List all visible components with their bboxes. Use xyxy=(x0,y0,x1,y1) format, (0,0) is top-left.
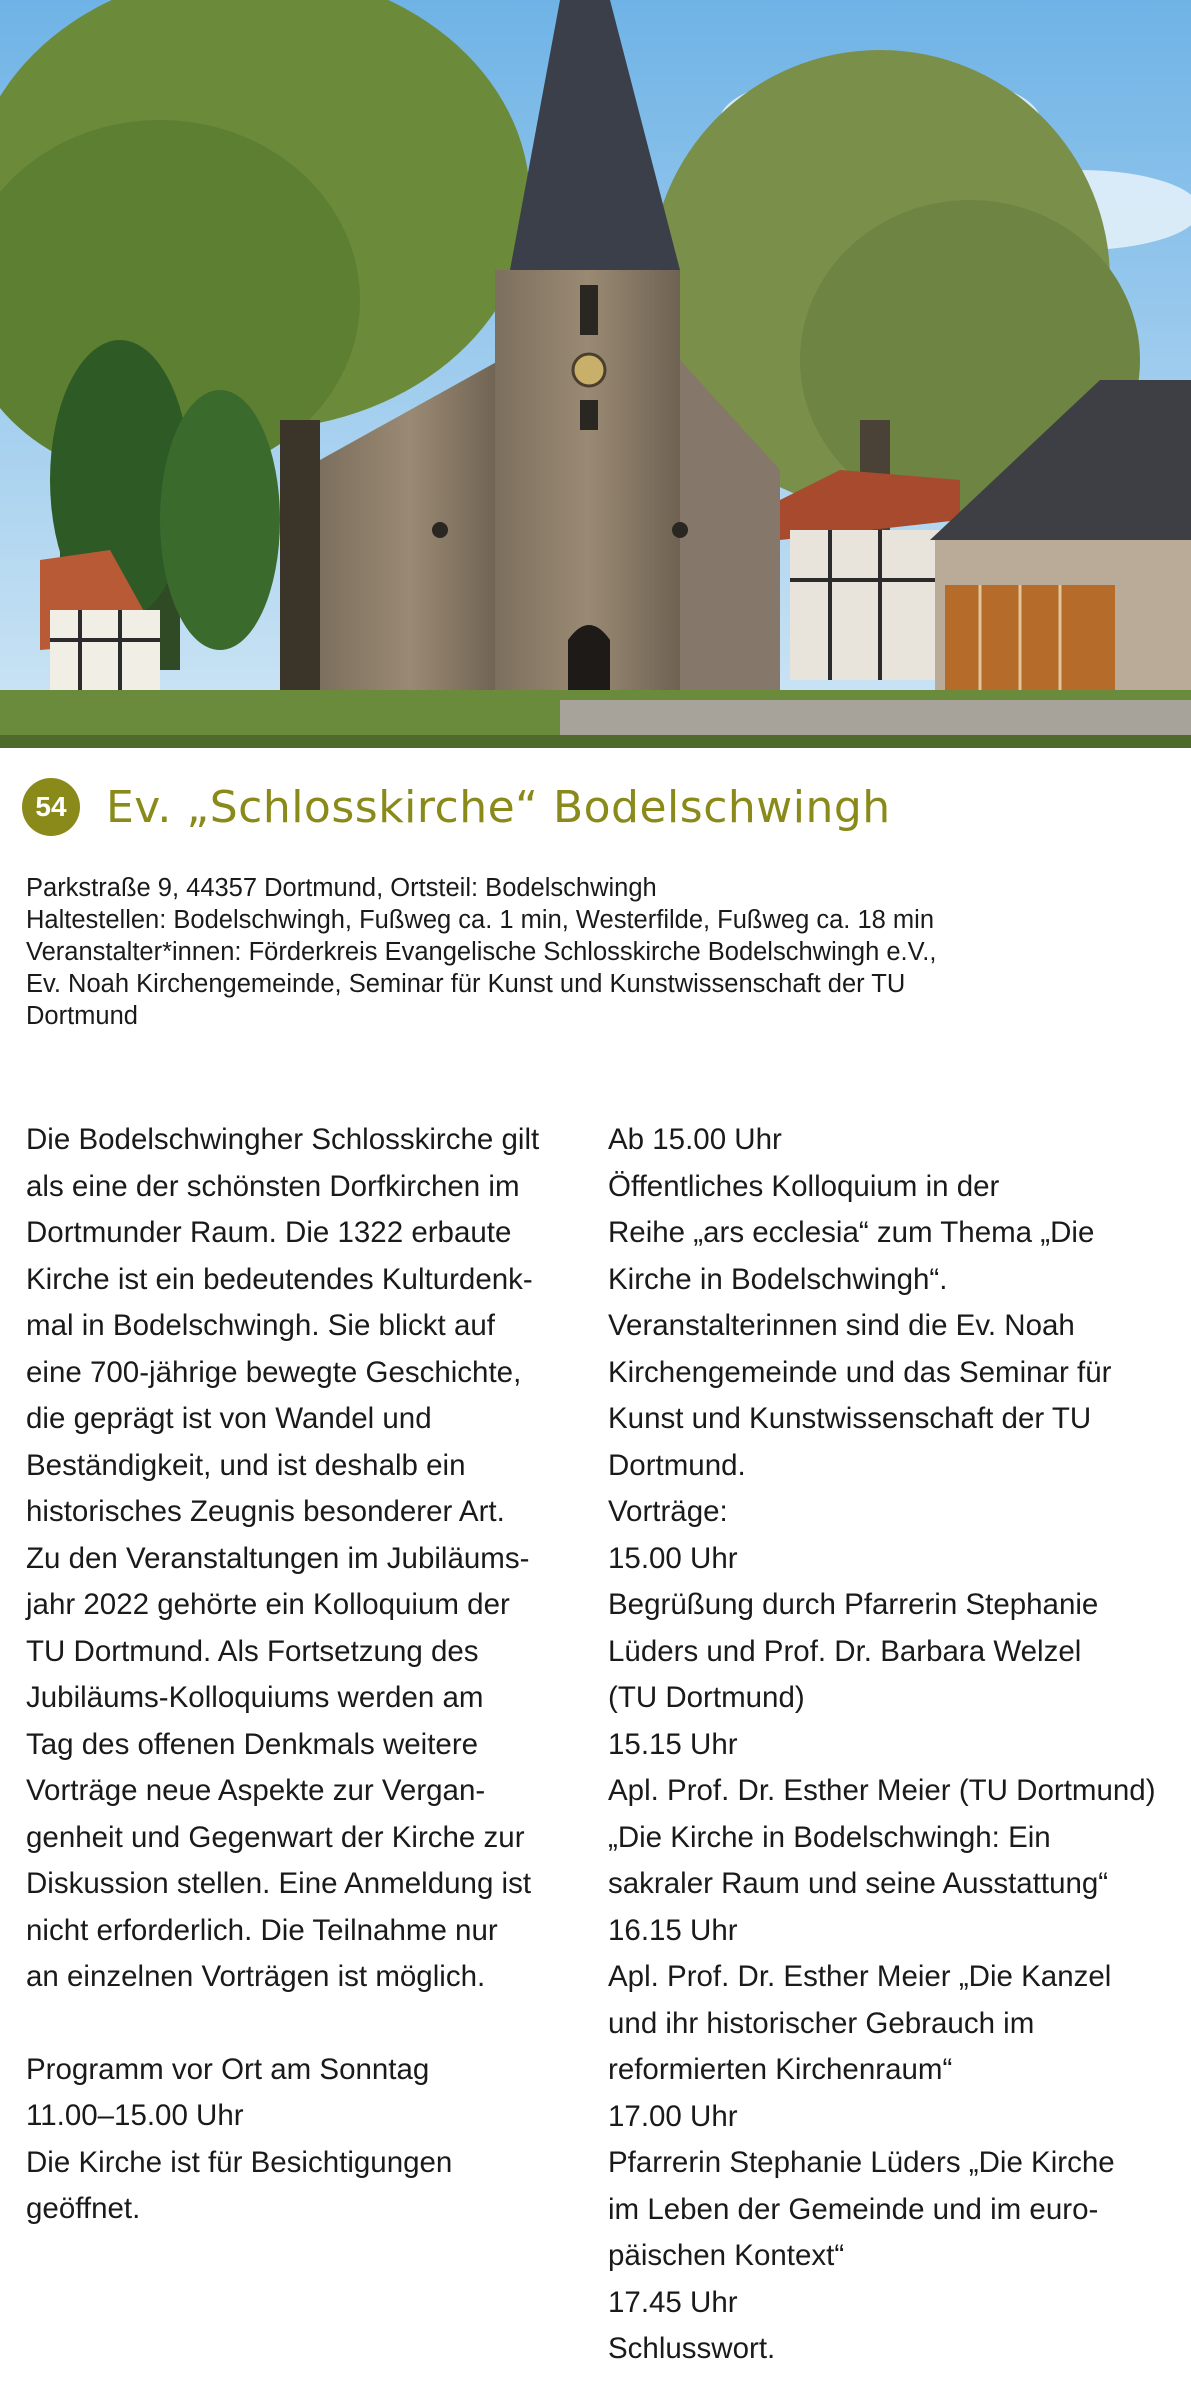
colloquium-line: Kunst und Kunstwissenschaft der TU xyxy=(608,1402,1092,1435)
colloquium-line: Ab 15.00 Uhr xyxy=(608,1123,782,1156)
colloquium-line: und ihr historischer Gebrauch im xyxy=(608,2006,1035,2040)
colloquium-line: Pfarrerin Stephanie Lüders „Die Kirche xyxy=(608,2146,1115,2179)
description-line: genheit und Gegenwart der Kirche zur xyxy=(26,1820,525,1854)
program-title: Programm vor Ort am Sonntag xyxy=(26,2052,430,2086)
entry-number-badge: 54 xyxy=(22,778,80,836)
colloquium-line: Reihe „ars ecclesia“ zum Thema „Die xyxy=(608,1216,1095,1249)
description-line: Jubiläums-Kolloquiums werden am xyxy=(26,1681,484,1714)
address-line: Parkstraße 9, 44357 Dortmund, Ortsteil: Bodelschwingh xyxy=(26,874,657,902)
colloquium-line: Apl. Prof. Dr. Esther Meier „Die Kanzel xyxy=(608,1960,1112,1993)
colloquium-line: 17.45 Uhr xyxy=(608,2285,738,2319)
description-line: mal in Bodelschwingh. Sie blickt auf xyxy=(26,1309,495,1342)
description-line: Diskussion stellen. Eine Anmeldung ist xyxy=(26,1867,532,1900)
entry-title: Ev. „Schlosskirche“ Bodelschwingh xyxy=(106,781,891,833)
organizers-line: Dortmund xyxy=(26,1002,138,1030)
colloquium-line: Öffentliches Kolloquium in der xyxy=(608,1169,1000,1203)
description-line: Die Bodelschwingher Schlosskirche gilt xyxy=(26,1123,540,1156)
organizers-line: Ev. Noah Kirchengemeinde, Seminar für Kunst und Kunstwissenschaft der TU xyxy=(26,970,906,998)
entry-heading xyxy=(22,772,1172,842)
description-line: Kirche ist ein bedeutendes Kulturdenk- xyxy=(26,1262,533,1296)
colloquium-line: Dortmund. xyxy=(608,1448,746,1482)
colloquium-line: sakraler Raum und seine Ausstattung“ xyxy=(608,1867,1109,1900)
colloquium-line: Kirchengemeinde und das Seminar für xyxy=(608,1355,1112,1389)
description-line: als eine der schönsten Dorfkirchen im xyxy=(26,1169,520,1203)
colloquium-line: „Die Kirche in Bodelschwingh: Ein xyxy=(608,1820,1051,1854)
description-line: historisches Zeugnis besonderer Art. xyxy=(26,1495,505,1528)
organizers-line: Veranstalter*innen: Förderkreis Evangelische Schlosskirche Bodelschwingh e.V., xyxy=(26,938,937,966)
entry-info xyxy=(26,872,1166,1032)
program-text: geöffnet. xyxy=(26,2192,141,2225)
colloquium-line: Begrüßung durch Pfarrerin Stephanie xyxy=(608,1588,1099,1621)
description-column xyxy=(26,1117,586,2233)
description-line: an einzelnen Vorträgen ist möglich. xyxy=(26,1960,486,1993)
colloquium-line: 15.15 Uhr xyxy=(608,1727,738,1761)
description-line: eine 700-jährige bewegte Geschichte, xyxy=(26,1355,522,1389)
description-line: Beständigkeit, und ist deshalb ein xyxy=(26,1448,466,1482)
description-line: Vorträge neue Aspekte zur Vergan- xyxy=(26,1774,486,1807)
colloquium-line: 16.15 Uhr xyxy=(608,1913,738,1947)
description-line: Tag des offenen Denkmals weitere xyxy=(26,1727,479,1761)
colloquium-line: im Leben der Gemeinde und im euro- xyxy=(608,2192,1099,2226)
description-line: TU Dortmund. Als Fortsetzung des xyxy=(26,1634,479,1668)
description-line: die geprägt ist von Wandel und xyxy=(26,1402,432,1435)
colloquium-line: Schlusswort. xyxy=(608,2332,776,2365)
description-line: Dortmunder Raum. Die 1322 erbaute xyxy=(26,1216,512,1249)
colloquium-line: 17.00 Uhr xyxy=(608,2099,738,2133)
description-line: jahr 2022 gehörte ein Kolloquium der xyxy=(26,1588,510,1621)
program-text: Die Kirche ist für Besichtigungen xyxy=(26,2145,453,2179)
spacer xyxy=(26,2001,586,2047)
program-time: 11.00–15.00 Uhr xyxy=(26,2099,244,2132)
church-photo xyxy=(0,0,1191,748)
colloquium-line: (TU Dortmund) xyxy=(608,1681,805,1714)
description-line: nicht erforderlich. Die Teilnahme nur xyxy=(26,1913,498,1947)
description-line: Zu den Veranstaltungen im Jubiläums- xyxy=(26,1541,530,1575)
colloquium-line: Lüders und Prof. Dr. Barbara Welzel xyxy=(608,1634,1082,1668)
colloquium-line: Vorträge: xyxy=(608,1495,728,1528)
stops-line: Haltestellen: Bodelschwingh, Fußweg ca. 1 min, Westerfilde, Fußweg ca. 18 min xyxy=(26,906,935,934)
colloquium-column xyxy=(608,1117,1178,2373)
colloquium-line: päischen Kontext“ xyxy=(608,2239,845,2272)
colloquium-line: Kirche in Bodelschwingh“. xyxy=(608,1262,948,1296)
colloquium-line: reformierten Kirchenraum“ xyxy=(608,2053,953,2086)
colloquium-line: Veranstalterinnen sind die Ev. Noah xyxy=(608,1309,1075,1342)
colloquium-line: Apl. Prof. Dr. Esther Meier (TU Dortmund) xyxy=(608,1774,1156,1807)
colloquium-line: 15.00 Uhr xyxy=(608,1541,738,1575)
